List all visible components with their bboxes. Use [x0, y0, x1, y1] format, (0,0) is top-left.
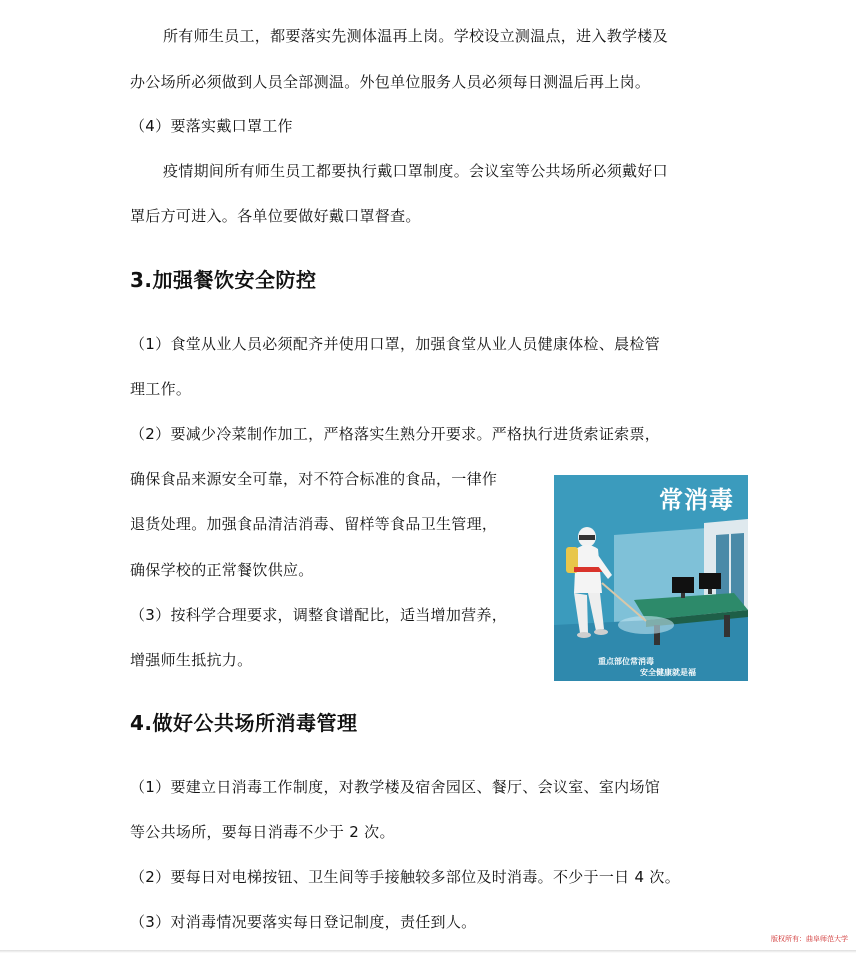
paragraph-line: 疫情期间所有师生员工都要执行戴口罩制度。会议室等公共场所必须戴好口: [163, 162, 668, 180]
paragraph-line: 等公共场所，要每日消毒不少于 2 次。: [130, 823, 395, 841]
copyright-notice: 版权所有：曲阜师范大学: [771, 935, 848, 943]
paragraph-line: （1）要建立日消毒工作制度，对教学楼及宿舍园区、餐厅、会议室、室内场馆: [130, 778, 661, 796]
paragraph-line: 确保学校的正常餐饮供应。: [130, 561, 314, 579]
section-heading-4: 4.做好公共场所消毒管理: [130, 711, 358, 735]
paragraph-line: （2）要每日对电梯按钮、卫生间等手接触较多部位及时消毒。不少于一日 4 次。: [130, 868, 681, 886]
paragraph-line: 退货处理。加强食品清洁消毒、留样等食品卫生管理，: [130, 515, 498, 533]
paragraph-line: 所有师生员工，都要落实先测体温再上岗。学校设立测温点，进入教学楼及: [163, 27, 668, 45]
disinfection-poster: [554, 475, 748, 681]
paragraph-line: （2）要减少冷菜制作加工，严格落实生熟分开要求。严格执行进货索证索票，: [130, 425, 661, 443]
list-item-title: （4）要落实戴口罩工作: [130, 117, 293, 135]
section-heading-3: 3.加强餐饮安全防控: [130, 268, 317, 292]
paragraph-line: 确保食品来源安全可靠，对不符合标准的食品，一律作: [130, 470, 498, 488]
paragraph-line: （3）对消毒情况要落实每日登记制度，责任到人。: [130, 913, 477, 931]
paragraph-line: （3）按科学合理要求，调整食谱配比，适当增加营养，: [130, 606, 508, 624]
paragraph-line: （1）食堂从业人员必须配齐并使用口罩，加强食堂从业人员健康体检、晨检管: [130, 335, 661, 353]
paragraph-line: 罩后方可进入。各单位要做好戴口罩督查。: [130, 207, 421, 225]
paragraph-line: 理工作。: [130, 380, 192, 398]
poster-title: 常消毒: [659, 486, 734, 514]
paragraph-line: 增强师生抵抗力。: [130, 651, 253, 669]
paragraph-line: 办公场所必须做到人员全部测温。外包单位服务人员必须每日测温后再上岗。: [130, 73, 651, 91]
poster-caption: 安全健康就是福: [640, 668, 696, 677]
poster-caption: 重点部位常消毒: [598, 657, 654, 666]
